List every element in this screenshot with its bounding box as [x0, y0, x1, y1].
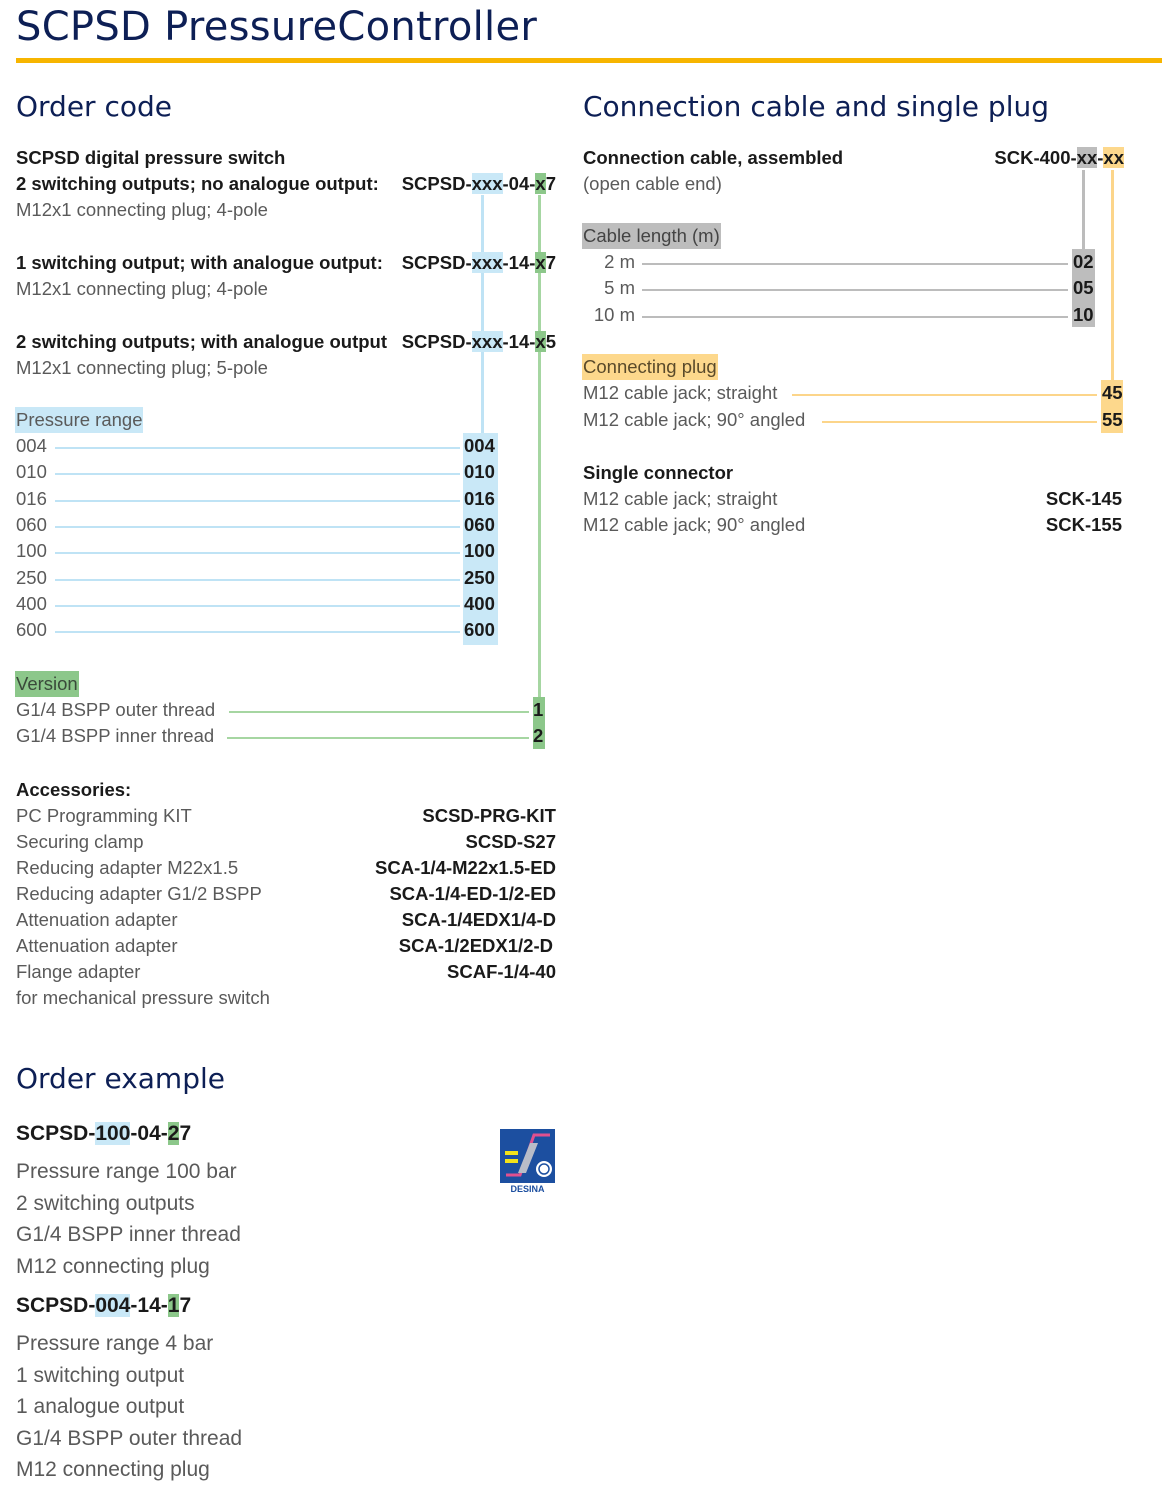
example-1-details: Pressure range 100 bar 2 switching outputs G1/4 BSPP inner thread M12 connecting plug	[16, 1160, 241, 1278]
accessory-row: Securing clamp SCSD-S27	[16, 831, 556, 852]
pressure-leader-line	[55, 605, 460, 607]
single-connector-heading: Single connector	[583, 462, 734, 483]
order-code-heading: Order code	[16, 90, 172, 123]
version-leader-line	[229, 711, 529, 713]
cable-length-item-code: 05	[1073, 277, 1094, 298]
plug-item-code: 45	[1102, 382, 1123, 403]
cable-length-item-code: 10	[1073, 304, 1094, 325]
plug-leader-line	[792, 394, 1097, 396]
pressure-leader-line	[55, 552, 460, 554]
version-leader-line	[227, 737, 529, 739]
pressure-item-code: 100	[464, 540, 495, 561]
pressure-item-code: 250	[464, 567, 495, 588]
cable-length-item-label: 10 m	[593, 304, 635, 325]
pressure-item-label: 060	[16, 514, 47, 535]
pressure-range-label: Pressure range	[15, 407, 143, 433]
cable-length-item-code: 02	[1073, 251, 1094, 272]
variant-3-label: 2 switching outputs; with analogue output	[16, 331, 387, 352]
cable-sub: (open cable end)	[583, 173, 722, 194]
desina-logo-icon	[500, 1129, 555, 1193]
pressure-leader-line	[55, 579, 460, 581]
accessory-row: Attenuation adapter SCA-1/4EDX1/4-D	[16, 909, 556, 930]
pressure-leader-line	[55, 473, 460, 475]
plug-connector-line	[1111, 170, 1114, 382]
cable-title: Connection cable, assembled	[583, 147, 844, 168]
variant-3-sub: M12x1 connecting plug; 5-pole	[16, 357, 268, 378]
pressure-item-code: 600	[464, 619, 495, 640]
version-item-label: G1/4 BSPP inner thread	[16, 725, 215, 746]
pressure-leader-line	[55, 631, 460, 633]
cable-code: SCK-400-xx-xx	[994, 147, 1124, 168]
variant-2-code: SCPSD-xxx-14-x7	[401, 252, 556, 273]
title-underline	[16, 58, 1162, 63]
accessories-list	[16, 803, 556, 1011]
single-connector-list	[583, 486, 1122, 538]
cable-length-label: Cable length (m)	[582, 223, 721, 249]
pressure-item-code: 400	[464, 593, 495, 614]
plug-item-label: M12 cable jack; 90° angled	[583, 409, 806, 430]
pressure-item-label: 004	[16, 435, 47, 456]
cable-length-item-label: 2 m	[604, 251, 635, 272]
cable-length-leader-line	[642, 263, 1068, 265]
accessory-row: PC Programming KIT SCSD-PRG-KIT	[16, 805, 556, 826]
connecting-plug-label: Connecting plug	[582, 354, 718, 380]
pressure-item-label: 250	[16, 567, 47, 588]
version-item-code: 2	[533, 725, 544, 746]
pressure-item-label: 400	[16, 593, 47, 614]
cable-length-item-label: 5 m	[604, 277, 635, 298]
variant-1-code: SCPSD-xxx-04-x7	[401, 173, 556, 194]
version-item-label: G1/4 BSPP outer thread	[16, 699, 216, 720]
product-title: SCPSD digital pressure switch	[16, 147, 286, 168]
accessory-row: Reducing adapter M22x1.5 SCA-1/4-M22x1.5-ED	[16, 857, 556, 878]
order-example-heading: Order example	[16, 1062, 225, 1095]
svg-text:DESINA: DESINA	[510, 1184, 545, 1193]
pressure-item-label: 100	[16, 540, 47, 561]
plug-item-label: M12 cable jack; straight	[583, 382, 778, 403]
accessory-row: for mechanical pressure switch	[16, 987, 270, 1008]
example-2-code: SCPSD-004-14-17	[16, 1294, 192, 1317]
accessory-row: Attenuation adapter SCA-1/2EDX1/2-D	[16, 935, 553, 956]
page-title: SCPSD PressureController	[16, 4, 538, 50]
pressure-item-code: 004	[464, 435, 495, 456]
pressure-item-label: 600	[16, 619, 47, 640]
example-1-code: SCPSD-100-04-27	[16, 1122, 192, 1145]
plug-leader-line	[822, 421, 1097, 423]
cable-length-leader-line	[642, 316, 1068, 318]
plug-item-code: 55	[1102, 409, 1123, 430]
pressure-item-code: 010	[464, 461, 495, 482]
pressure-item-label: 010	[16, 461, 47, 482]
variant-3-code: SCPSD-xxx-14-x5	[401, 331, 556, 352]
accessory-row: Reducing adapter G1/2 BSPP SCA-1/4-ED-1/2-ED	[16, 883, 556, 904]
pressure-leader-line	[55, 447, 460, 449]
variant-2-sub: M12x1 connecting plug; 4-pole	[16, 278, 268, 299]
single-connector-row: M12 cable jack; 90° angled SCK-155	[583, 514, 1122, 535]
accessory-row: Flange adapter SCAF-1/4-40	[16, 961, 556, 982]
pressure-leader-line	[55, 500, 460, 502]
cable-length-connector-line	[1082, 170, 1085, 250]
variant-1-sub: M12x1 connecting plug; 4-pole	[16, 199, 268, 220]
accessories-heading: Accessories:	[16, 779, 132, 800]
pressure-connector-line	[481, 195, 484, 435]
pressure-item-code: 016	[464, 488, 495, 509]
connection-heading: Connection cable and single plug	[583, 90, 1050, 123]
pressure-item-label: 016	[16, 488, 47, 509]
variant-2-label: 1 switching output; with analogue output:	[16, 252, 383, 273]
version-label: Version	[15, 671, 79, 697]
version-item-code: 1	[533, 699, 544, 720]
cable-length-leader-line	[642, 289, 1068, 291]
pressure-leader-line	[55, 526, 460, 528]
single-connector-row: M12 cable jack; straight SCK-145	[583, 488, 1122, 509]
pressure-item-code: 060	[464, 514, 495, 535]
example-2-details: Pressure range 4 bar 1 switching output 1 analogue output G1/4 BSPP outer thread M12 connecting plug	[16, 1332, 243, 1481]
variant-1-label: 2 switching outputs; no analogue output:	[16, 173, 379, 194]
